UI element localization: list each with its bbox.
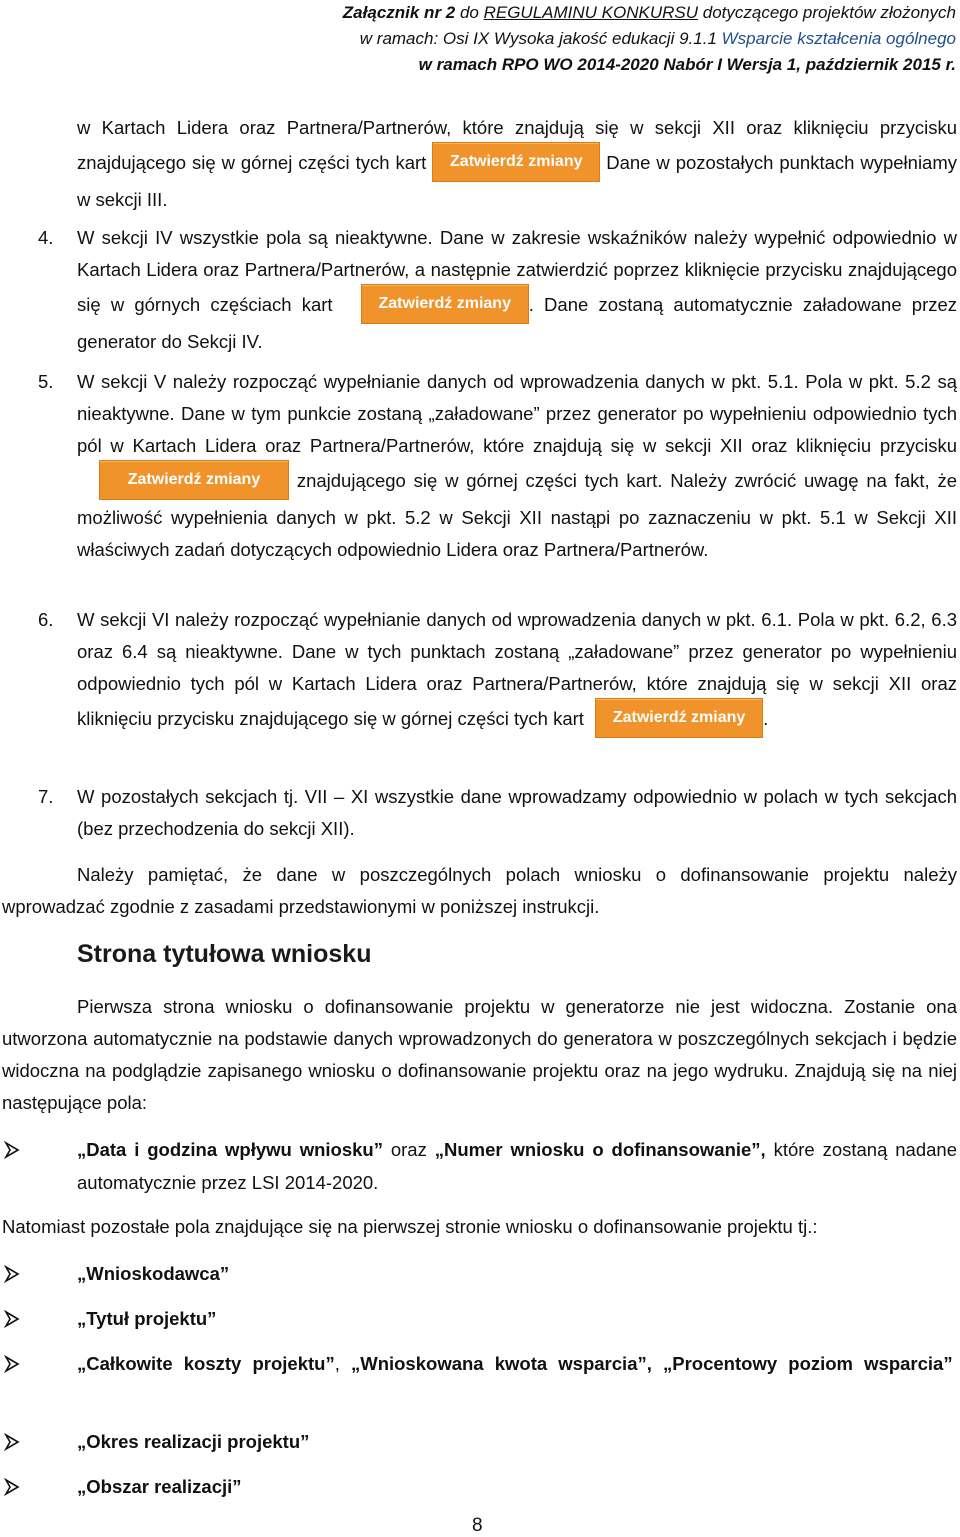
- bullet-item-date-number: [77, 1133, 957, 1199]
- header-text: do: [455, 3, 484, 22]
- header-line-2: [256, 26, 956, 52]
- arrowhead-bullet-icon: [4, 1433, 24, 1451]
- remaining-fields-paragraph: Natomiast pozostałe pola znajdujące się na pierwszej stronie wniosku o dofinansowanie projektu tj.:: [2, 1216, 818, 1237]
- confirm-changes-button[interactable]: Zatwierdź zmiany: [99, 460, 289, 500]
- confirm-changes-button[interactable]: Zatwierdź zmiany: [595, 698, 763, 738]
- list-number-4: 4.: [38, 227, 54, 248]
- header-annex: Załącznik nr 2: [342, 3, 456, 22]
- list-item-6: [77, 604, 957, 740]
- list-item-5: [77, 366, 957, 566]
- title-page-paragraph: Pierwsza strona wniosku o dofinansowanie projektu w generatorze nie jest widoczna. Zostanie ona utworzona automatycznie na podstawie danych wprowadzonych do generatora w poszczególnych sekcjach i będzie widoczna na podglądzie zapisanego wniosku o dofinansowanie projektu oraz na jego wydruku. Znajdują się na niej następujące pola:: [2, 996, 957, 1113]
- intro-text-2: Dane w pozostałych punktach wypełniamy w sekcji III.: [77, 151, 958, 210]
- field-implementation-area: „Obszar realizacji”: [77, 1476, 242, 1497]
- header-text: w ramach RPO WO 2014-2020 Nabór I Wersja 1, październik 2015 r.: [418, 55, 956, 74]
- bullet-item-area: [77, 1470, 242, 1503]
- page-number: 8: [472, 1515, 483, 1536]
- arrowhead-bullet-icon: [4, 1265, 24, 1283]
- arrowhead-bullet-icon: [4, 1355, 24, 1373]
- intro-text: w Kartach Lidera oraz Partnera/Partnerów, które znajdują się w sekcji XII oraz kliknięciu przycisku znajdującego się w górnej części tych kart: [77, 117, 957, 173]
- confirm-changes-button[interactable]: Zatwierdź zmiany: [432, 142, 600, 182]
- bullet-item-period: [77, 1425, 309, 1458]
- bullet-separator: [652, 1353, 663, 1374]
- section-heading: Strona tytułowa wniosku: [77, 940, 372, 968]
- arrowhead-bullet-icon: [4, 1310, 24, 1328]
- item6-text: W sekcji VI należy rozpocząć wypełnianie danych od wprowadzenia danych w pkt. 6.1. Pola w pkt. 6.2, 6.3 oraz 6.4 są nieaktywne. Dane w tych punktach zostaną „załadowane” przez generator po wypełnieniu odpowiednio tych pól w Kartach Lidera oraz Partnera/Partnerów, które znajdują się w sekcji XII oraz kliknięciu przycisku znajdującego się w górnej części tych kart: [77, 609, 957, 729]
- field-support-percentage: „Procentowy poziom wsparcia”: [663, 1353, 953, 1374]
- field-applicant: „Wnioskodawca”: [77, 1263, 230, 1284]
- confirm-changes-button[interactable]: Zatwierdź zmiany: [361, 284, 529, 324]
- item5-text-2: znajdującego się w górnej części tych kart. Należy zwrócić uwagę na fakt, że możliwość wypełnienia danych w pkt. 5.2 w Sekcji XII nastąpi po zaznaczeniu w pkt. 5.1 w Sekcji XII właściwych zadań dotyczących odpowiednio Lidera oraz Partnera/Partnerów.: [77, 469, 958, 560]
- bullet-item-project-title: [77, 1302, 216, 1335]
- item4-text: W sekcji IV wszystkie pola są nieaktywne. Dane w zakresie wskaźników należy wypełnić odpowiednio w Kartach Lidera oraz Partnera/Partnerów, a następnie zatwierdzić poprzez kliknięcie przycisku znajdującego się w górnych częściach kart: [77, 227, 957, 315]
- field-requested-amount: „Wnioskowana kwota wsparcia”,: [350, 1353, 652, 1374]
- list-item-4: [77, 222, 957, 358]
- field-implementation-period: „Okres realizacji projektu”: [77, 1431, 310, 1452]
- bullet-item-costs: [77, 1347, 957, 1380]
- bullet-item-applicant: [77, 1257, 229, 1290]
- bullet-text: oraz: [382, 1139, 435, 1160]
- header-line-1: [256, 0, 956, 26]
- item6-text-2: .: [763, 707, 769, 729]
- bullet-separator: ,: [334, 1353, 351, 1374]
- intro-paragraph: [77, 112, 957, 216]
- item4-text-2: . Dane zostaną automatycznie załadowane przez generator do Sekcji IV.: [77, 293, 958, 352]
- bullet-text: które zostaną nadane automatycznie przez LSI 2014-2020.: [77, 1139, 957, 1193]
- header-measure: Wsparcie kształcenia ogólnego: [721, 29, 956, 48]
- note-paragraph: Należy pamiętać, że dane w poszczególnych polach wniosku o dofinansowanie projektu należy wprowadzać zgodnie z zasadami przedstawionymi w poniższej instrukcji.: [2, 864, 957, 917]
- field-total-costs: „Całkowite koszty projektu”: [77, 1353, 335, 1374]
- list-number-6: 6.: [38, 609, 54, 630]
- field-application-number: „Numer wniosku o dofinansowanie”,: [434, 1139, 766, 1160]
- list-number-5: 5.: [38, 371, 54, 392]
- page-header: [256, 0, 956, 78]
- field-date-time: „Data i godzina wpływu wniosku”: [77, 1139, 383, 1160]
- list-item-7: W pozostałych sekcjach tj. VII – XI wszystkie dane wprowadzamy odpowiednio w polach w tych sekcjach (bez przechodzenia do sekcji XII).: [77, 786, 957, 839]
- item5-text: W sekcji V należy rozpocząć wypełnianie danych od wprowadzenia danych w pkt. 5.1. Pola w pkt. 5.2 są nieaktywne. Dane w tym punkcie zostaną „załadowane” przez generator po wypełnieniu odpowiednio tych pól w Kartach Lidera oraz Partnera/Partnerów, które znajdują się w sekcji XII oraz kliknięciu przycisku: [77, 371, 957, 456]
- field-project-title: „Tytuł projektu”: [77, 1308, 217, 1329]
- arrowhead-bullet-icon: [4, 1141, 24, 1159]
- list-number-7: 7.: [38, 786, 54, 807]
- arrowhead-bullet-icon: [4, 1478, 24, 1496]
- header-line-3: [256, 52, 956, 78]
- header-text: dotyczącego projektów złożonych: [698, 3, 956, 22]
- header-text: w ramach: Osi IX Wysoka jakość edukacji 9.1.1: [359, 29, 722, 48]
- header-regulation-link[interactable]: REGULAMINU KONKURSU: [483, 3, 699, 22]
